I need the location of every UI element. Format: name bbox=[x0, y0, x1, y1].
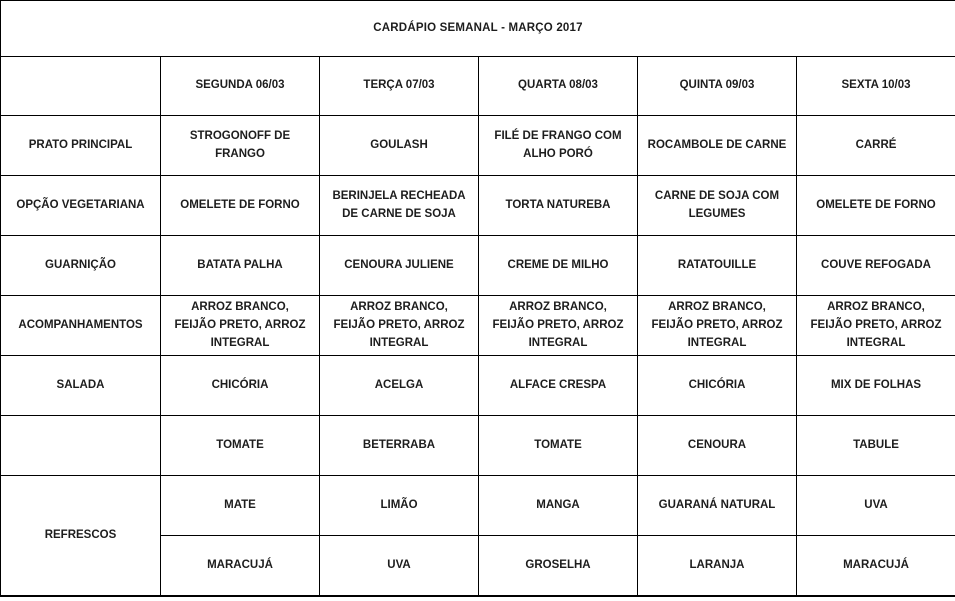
menu-cell: FILÉ DE FRANGO COM ALHO PORÓ bbox=[479, 116, 638, 176]
menu-cell: TOMATE bbox=[161, 416, 320, 476]
header-tuesday: TERÇA 07/03 bbox=[320, 57, 479, 116]
row-label-guarnicao: GUARNIÇÃO bbox=[1, 236, 161, 296]
menu-cell: ARROZ BRANCO, FEIJÃO PRETO, ARROZ INTEGRAL bbox=[320, 296, 479, 356]
menu-cell: GOULASH bbox=[320, 116, 479, 176]
menu-cell: TABULE bbox=[797, 416, 955, 476]
page-title: CARDÁPIO SEMANAL - MARÇO 2017 bbox=[1, 1, 955, 57]
menu-cell: LIMÃO bbox=[320, 476, 479, 536]
menu-cell: LARANJA bbox=[638, 536, 797, 596]
menu-cell: BATATA PALHA bbox=[161, 236, 320, 296]
menu-cell: MIX DE FOLHAS bbox=[797, 356, 955, 416]
menu-cell: CHICÓRIA bbox=[161, 356, 320, 416]
menu-cell: MARACUJÁ bbox=[797, 536, 955, 596]
menu-cell: MANGA bbox=[479, 476, 638, 536]
table-row-acompanhamentos bbox=[1, 296, 955, 356]
menu-cell: OMELETE DE FORNO bbox=[161, 176, 320, 236]
row-label-salada: SALADA bbox=[1, 356, 161, 416]
menu-cell: CHICÓRIA bbox=[638, 356, 797, 416]
menu-cell: BETERRABA bbox=[320, 416, 479, 476]
table-row-salada-2 bbox=[1, 416, 955, 476]
menu-cell: CARRÉ bbox=[797, 116, 955, 176]
table-row-salada bbox=[1, 356, 955, 416]
menu-cell: MATE bbox=[161, 476, 320, 536]
menu-cell: UVA bbox=[797, 476, 955, 536]
row-label-prato-principal: PRATO PRINCIPAL bbox=[1, 116, 161, 176]
row-label-empty bbox=[1, 416, 161, 476]
menu-cell: TOMATE bbox=[479, 416, 638, 476]
menu-cell: BERINJELA RECHEADA DE CARNE DE SOJA bbox=[320, 176, 479, 236]
menu-cell: GUARANÁ NATURAL bbox=[638, 476, 797, 536]
menu-cell: CENOURA bbox=[638, 416, 797, 476]
menu-cell: RATATOUILLE bbox=[638, 236, 797, 296]
table-row-refrescos-1 bbox=[1, 476, 955, 536]
menu-cell: STROGONOFF DE FRANGO bbox=[161, 116, 320, 176]
day-header-row bbox=[1, 57, 955, 116]
row-label-acompanhamentos: ACOMPANHAMENTOS bbox=[1, 296, 161, 356]
menu-cell: GROSELHA bbox=[479, 536, 638, 596]
menu-cell: ALFACE CRESPA bbox=[479, 356, 638, 416]
menu-cell: COUVE REFOGADA bbox=[797, 236, 955, 296]
row-label-opcao-vegetariana: OPÇÃO VEGETARIANA bbox=[1, 176, 161, 236]
menu-cell: UVA bbox=[320, 536, 479, 596]
menu-cell: ACELGA bbox=[320, 356, 479, 416]
table-row-prato-principal bbox=[1, 116, 955, 176]
menu-cell: ARROZ BRANCO, FEIJÃO PRETO, ARROZ INTEGRAL bbox=[479, 296, 638, 356]
menu-cell: ROCAMBOLE DE CARNE bbox=[638, 116, 797, 176]
menu-cell: CENOURA JULIENE bbox=[320, 236, 479, 296]
table-row-guarnicao bbox=[1, 236, 955, 296]
menu-cell: MARACUJÁ bbox=[161, 536, 320, 596]
header-friday: SEXTA 10/03 bbox=[797, 57, 955, 116]
header-wednesday: QUARTA 08/03 bbox=[479, 57, 638, 116]
menu-cell: OMELETE DE FORNO bbox=[797, 176, 955, 236]
header-empty-cell bbox=[1, 57, 161, 116]
menu-cell: ARROZ BRANCO, FEIJÃO PRETO, ARROZ INTEGRAL bbox=[638, 296, 797, 356]
menu-cell: CREME DE MILHO bbox=[479, 236, 638, 296]
title-row bbox=[1, 1, 955, 57]
header-thursday: QUINTA 09/03 bbox=[638, 57, 797, 116]
menu-cell: ARROZ BRANCO, FEIJÃO PRETO, ARROZ INTEGRAL bbox=[797, 296, 955, 356]
menu-cell: ARROZ BRANCO, FEIJÃO PRETO, ARROZ INTEGRAL bbox=[161, 296, 320, 356]
menu-cell: TORTA NATUREBA bbox=[479, 176, 638, 236]
table-row-opcao-vegetariana bbox=[1, 176, 955, 236]
menu-cell: CARNE DE SOJA COM LEGUMES bbox=[638, 176, 797, 236]
header-monday: SEGUNDA 06/03 bbox=[161, 57, 320, 116]
row-label-refrescos: REFRESCOS bbox=[1, 476, 161, 596]
